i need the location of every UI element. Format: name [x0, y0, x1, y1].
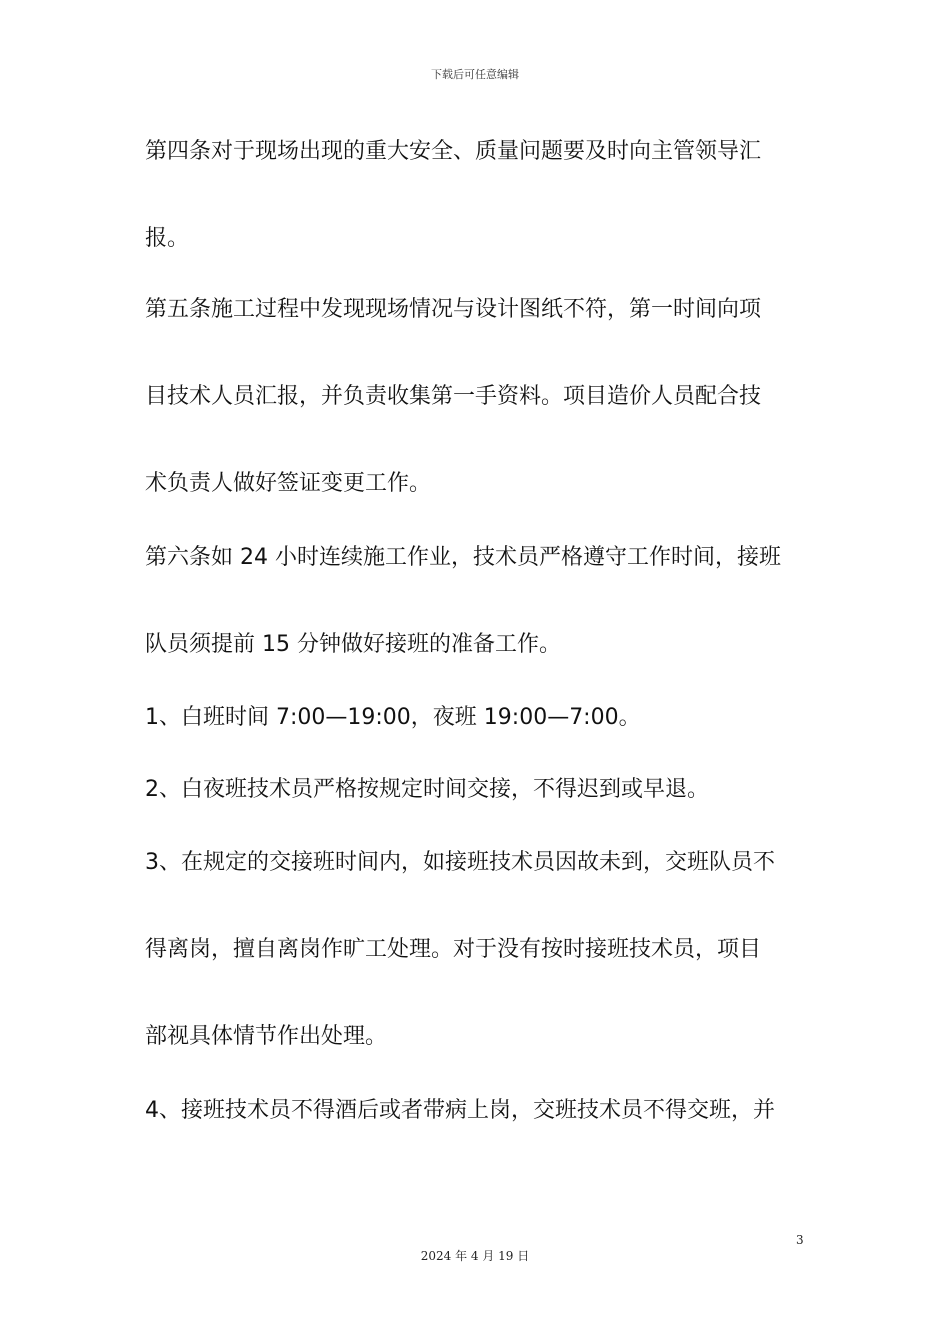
text-line-1: 第四条对于现场出现的重大安全、质量问题要及时向主管领导汇	[145, 139, 762, 164]
text-line-6: 第六条如 24 小时连续施工作业，技术员严格遵守工作时间，接班	[145, 545, 781, 570]
text-line-4: 目技术人员汇报，并负责收集第一手资料。项目造价人员配合技	[145, 384, 762, 409]
text-line-8: 1、白班时间 7:00—19:00，夜班 19:00—7:00。	[145, 705, 641, 730]
text-line-11: 得离岗，擅自离岗作旷工处理。对于没有按时接班技术员，项目	[145, 937, 762, 962]
text-line-12: 部视具体情节作出处理。	[145, 1024, 388, 1049]
footer-date: 2024 年 4 月 19 日	[420, 1249, 530, 1263]
text-line-2: 报。	[145, 226, 190, 251]
text-line-9: 2、白夜班技术员严格按规定时间交接，不得迟到或早退。	[145, 777, 709, 802]
text-line-3: 第五条施工过程中发现现场情况与设计图纸不符，第一时间向项	[145, 297, 762, 322]
text-line-5: 术负责人做好签证变更工作。	[145, 471, 432, 496]
text-line-7: 队员须提前 15 分钟做好接班的准备工作。	[145, 632, 561, 657]
text-line-10: 3、在规定的交接班时间内，如接班技术员因故未到，交班队员不	[145, 850, 775, 875]
text-line-13: 4、接班技术员不得酒后或者带病上岗，交班技术员不得交班，并	[145, 1098, 775, 1123]
page-header: 下载后可任意编辑	[431, 68, 519, 81]
page-number: 3	[796, 1233, 804, 1247]
